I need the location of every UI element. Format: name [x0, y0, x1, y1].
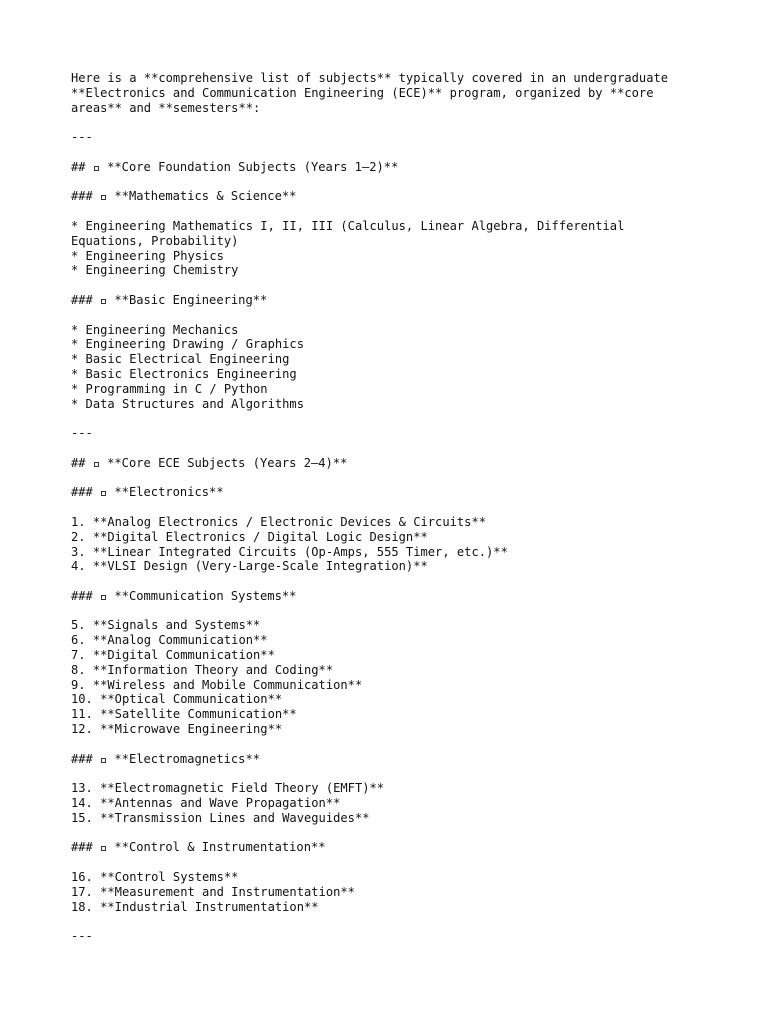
heading-text: **Electronics**: [114, 485, 224, 500]
missing-glyph-box-icon: [101, 299, 106, 304]
heading-text: **Communication Systems**: [114, 588, 297, 603]
subsection-heading-electronics: [71, 485, 711, 500]
list-item: 12. **Microwave Engineering**: [71, 722, 283, 737]
missing-glyph-box-icon: [101, 758, 106, 763]
heading-prefix: ###: [71, 292, 93, 307]
document-page: [71, 71, 711, 944]
list-item: 8. **Information Theory and Coding**: [71, 662, 334, 677]
heading-prefix: ###: [71, 840, 93, 855]
intro-line: areas** and **semesters**:: [71, 100, 261, 115]
heading-text: **Core ECE Subjects (Years 2–4)**: [107, 455, 348, 470]
list-item: * Engineering Drawing / Graphics: [71, 337, 304, 352]
list-item: 13. **Electromagnetic Field Theory (EMFT)**: [71, 781, 385, 796]
list-item: 15. **Transmission Lines and Waveguides**: [71, 810, 370, 825]
list-item: 1. **Analog Electronics / Electronic Devices & Circuits**: [71, 514, 487, 529]
heading-text: **Core Foundation Subjects (Years 1–2)**: [107, 159, 399, 174]
subsection-heading-communication: [71, 589, 711, 604]
heading-text: **Control & Instrumentation**: [114, 840, 326, 855]
heading-prefix: ##: [71, 455, 86, 470]
heading-prefix: ###: [71, 751, 93, 766]
subsection-heading-math-science: [71, 189, 711, 204]
list-electronics: [71, 515, 711, 574]
missing-glyph-box-icon: [101, 491, 106, 496]
section-heading-foundation: [71, 160, 711, 175]
heading-text: **Mathematics & Science**: [114, 189, 297, 204]
list-item: Equations, Probability): [71, 233, 239, 248]
missing-glyph-box-icon: [101, 195, 106, 200]
heading-prefix: ###: [71, 189, 93, 204]
section-heading-core-ece: [71, 456, 711, 471]
list-item: 6. **Analog Communication**: [71, 633, 268, 648]
list-item: * Engineering Physics: [71, 248, 224, 263]
list-item: 9. **Wireless and Mobile Communication**: [71, 677, 363, 692]
list-item: * Engineering Mathematics I, II, III (Calculus, Linear Algebra, Differential: [71, 218, 625, 233]
list-item: * Programming in C / Python: [71, 381, 268, 396]
list-item: 2. **Digital Electronics / Digital Logic Design**: [71, 529, 428, 544]
list-item: 4. **VLSI Design (Very-Large-Scale Integration)**: [71, 559, 428, 574]
list-item: * Engineering Chemistry: [71, 263, 239, 278]
heading-text: **Basic Engineering**: [114, 292, 268, 307]
list-item: 14. **Antennas and Wave Propagation**: [71, 796, 341, 811]
subsection-heading-basic-engineering: [71, 293, 711, 308]
subsection-heading-control: [71, 840, 711, 855]
heading-prefix: ###: [71, 485, 93, 500]
missing-glyph-box-icon: [94, 166, 99, 171]
list-item: 5. **Signals and Systems**: [71, 618, 261, 633]
list-item: 10. **Optical Communication**: [71, 692, 283, 707]
list-item: 7. **Digital Communication**: [71, 648, 275, 663]
list-communication: [71, 618, 711, 736]
list-control: [71, 870, 711, 914]
subsection-heading-electromagnetics: [71, 752, 711, 767]
list-basic-engineering: [71, 323, 711, 412]
separator: ---: [71, 130, 93, 145]
heading-prefix: ###: [71, 588, 93, 603]
missing-glyph-box-icon: [94, 462, 99, 467]
missing-glyph-box-icon: [101, 846, 106, 851]
list-item: * Basic Electronics Engineering: [71, 366, 297, 381]
separator: ---: [71, 929, 93, 944]
heading-prefix: ##: [71, 159, 86, 174]
list-item: * Basic Electrical Engineering: [71, 352, 290, 367]
list-item: 3. **Linear Integrated Circuits (Op-Amps, 555 Timer, etc.)**: [71, 544, 508, 559]
list-item: 11. **Satellite Communication**: [71, 707, 297, 722]
list-item: 17. **Measurement and Instrumentation**: [71, 884, 355, 899]
separator: ---: [71, 426, 93, 441]
heading-text: **Electromagnetics**: [114, 751, 261, 766]
list-item: * Data Structures and Algorithms: [71, 396, 304, 411]
intro-line: Here is a **comprehensive list of subjects** typically covered in an undergraduate: [71, 71, 669, 85]
missing-glyph-box-icon: [101, 595, 106, 600]
list-item: 16. **Control Systems**: [71, 870, 239, 885]
list-electromagnetics: [71, 781, 711, 825]
list-math-science: [71, 219, 711, 278]
intro-line: **Electronics and Communication Engineering (ECE)** program, organized by **core: [71, 85, 654, 100]
list-item: 18. **Industrial Instrumentation**: [71, 899, 319, 914]
list-item: * Engineering Mechanics: [71, 322, 239, 337]
